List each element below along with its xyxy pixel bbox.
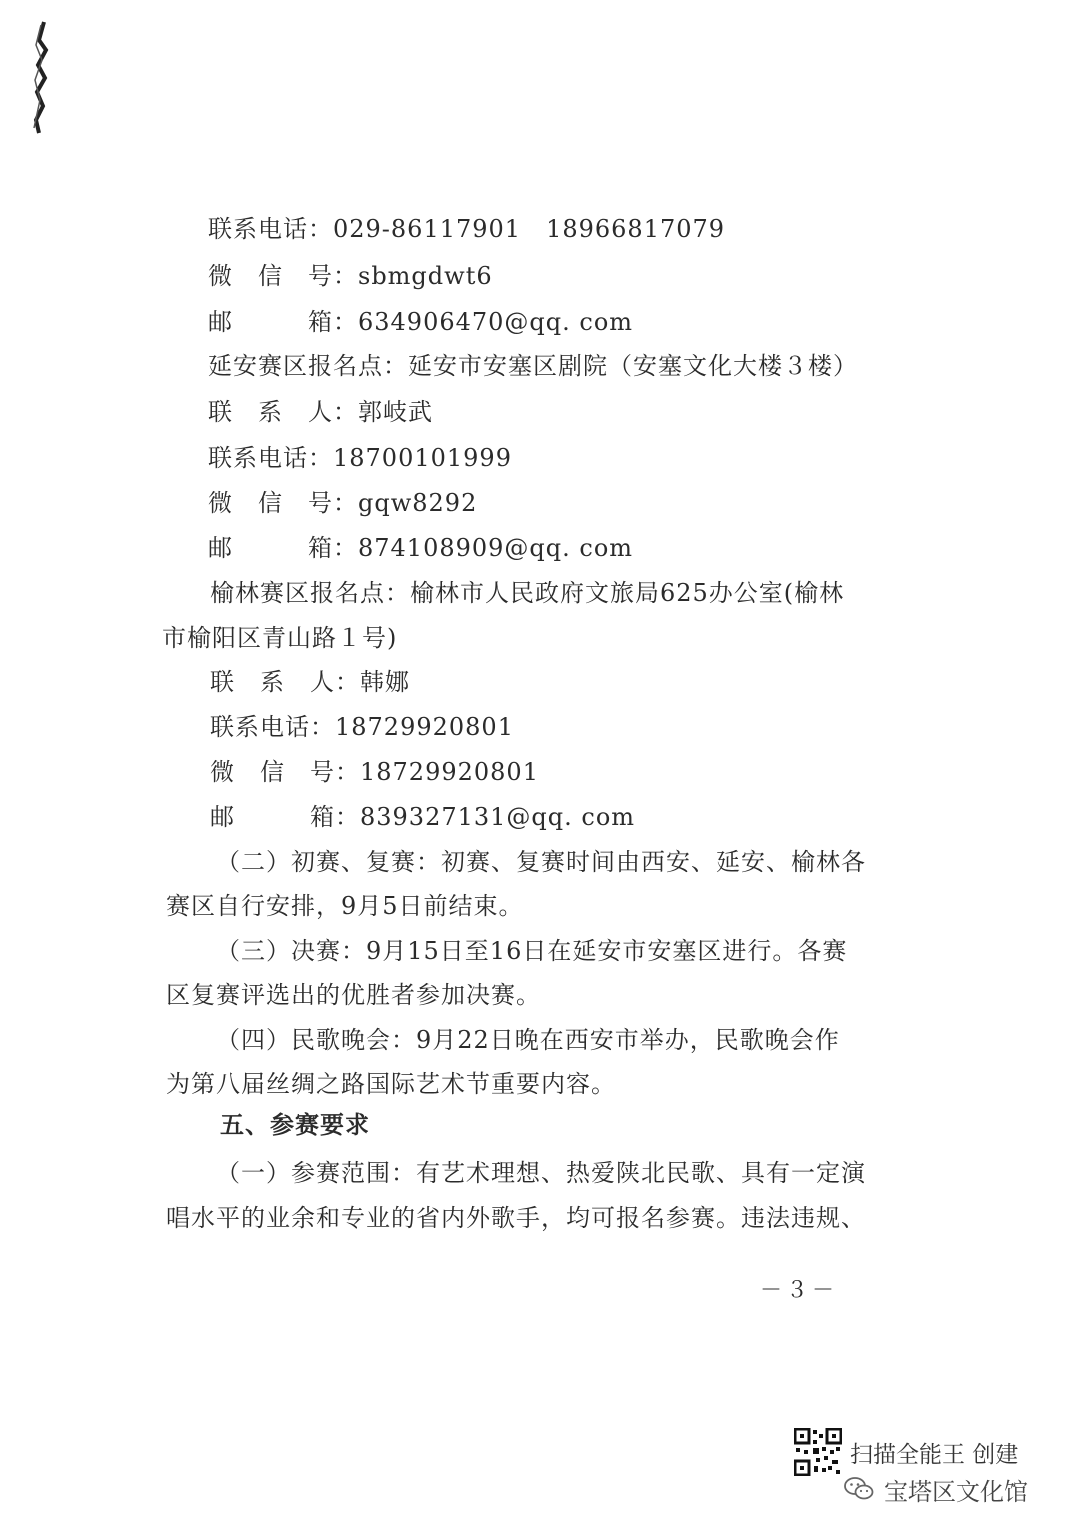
- source-label: 宝塔区文化馆: [884, 1478, 1028, 1506]
- doc-line: （一）参赛范围：有艺术理想、热爱陕北民歌、具有一定演: [216, 1159, 866, 1187]
- doc-line: （二）初赛、复赛：初赛、复赛时间由西安、延安、榆林各: [216, 848, 866, 876]
- doc-line: 榆林赛区报名点：榆林市人民政府文旅局625办公室(榆林: [210, 579, 845, 607]
- doc-line: 邮 箱：634906470@qq. com: [208, 308, 634, 336]
- doc-line: 邮 箱：874108909@qq. com: [208, 534, 634, 562]
- doc-line: 微 信 号：18729920801: [210, 758, 539, 786]
- binding-mark-icon: [30, 20, 52, 135]
- scanner-watermark: [788, 1424, 1058, 1524]
- section-heading: 五、参赛要求: [220, 1110, 370, 1139]
- doc-line: （四）民歌晚会：9月22日晚在西安市举办，民歌晚会作: [216, 1026, 840, 1054]
- doc-line: 延安赛区报名点：延安市安塞区剧院（安塞文化大楼３楼）: [208, 352, 858, 380]
- doc-line: 赛区自行安排，9月5日前结束。: [166, 892, 524, 920]
- doc-line: 联 系 人：韩娜: [210, 668, 410, 696]
- doc-line: 为第八届丝绸之路国际艺术节重要内容。: [166, 1070, 616, 1098]
- doc-line: 微 信 号：gqw8292: [208, 489, 478, 517]
- doc-line: 联系电话：029-86117901 18966817079: [208, 215, 726, 243]
- doc-line: 联系电话：18700101999: [208, 444, 512, 472]
- doc-line: 联 系 人：郭岐武: [208, 398, 433, 426]
- wechat-icon: [844, 1476, 874, 1502]
- doc-line: 邮 箱：839327131@qq. com: [210, 803, 636, 831]
- doc-line: 唱水平的业余和专业的省内外歌手，均可报名参赛。违法违规、: [166, 1204, 866, 1232]
- page-number: －３－: [760, 1278, 839, 1303]
- doc-line: 区复赛评选出的优胜者参加决赛。: [166, 981, 541, 1009]
- doc-line: 市榆阳区青山路１号): [162, 624, 398, 652]
- qr-code-icon: [794, 1428, 842, 1476]
- doc-line: 联系电话：18729920801: [210, 713, 514, 741]
- doc-line: 微 信 号：sbmgdwt6: [208, 262, 493, 290]
- doc-line: （三）决赛：9月15日至16日在延安市安塞区进行。各赛: [216, 937, 848, 965]
- scanner-label: 扫描全能王 创建: [850, 1442, 1019, 1468]
